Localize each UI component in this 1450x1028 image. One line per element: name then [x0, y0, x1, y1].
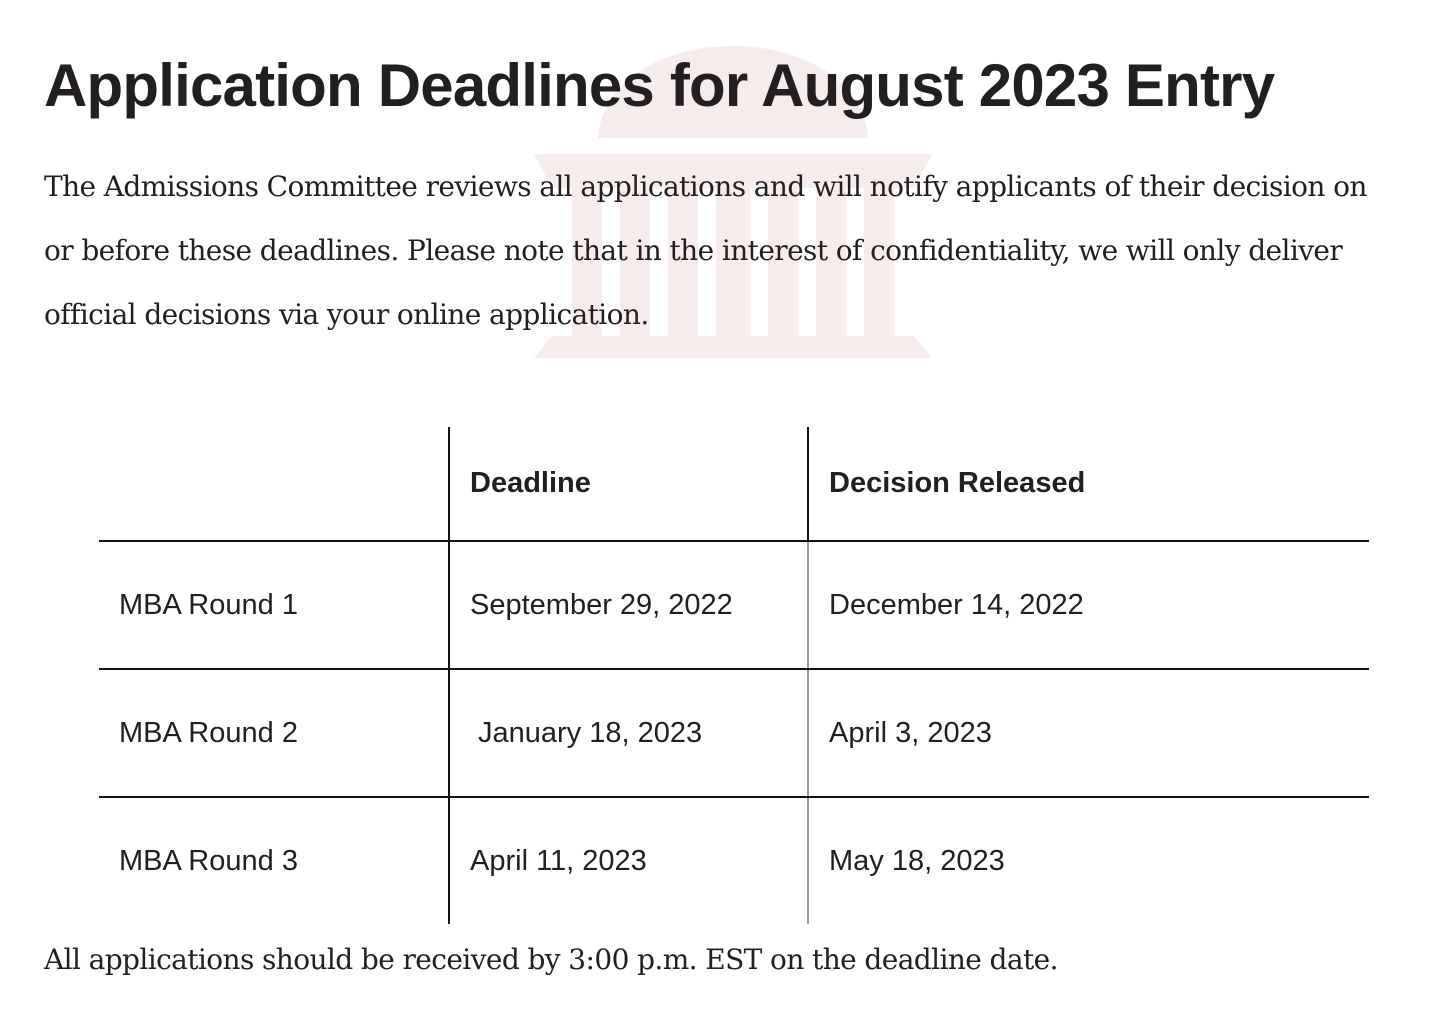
decision-cell: December 14, 2022: [808, 541, 1369, 669]
table-header-row: [99, 427, 1369, 541]
page-title: Application Deadlines for August 2023 Entry: [44, 52, 1275, 119]
deadline-cell: April 11, 2023: [449, 797, 808, 924]
intro-paragraph: The Admissions Committee reviews all applications and will notify applicants of their decision on or before these deadlines. Please note that in the interest of confidentiality, we will only deliver official decisions via your online application.: [44, 170, 1367, 331]
deadline-cell: January 18, 2023: [449, 669, 808, 797]
table-row: [99, 669, 1369, 797]
header-decision-released: Decision Released: [808, 427, 1369, 541]
round-cell: MBA Round 3: [99, 797, 449, 924]
header-deadline: Deadline: [449, 427, 808, 541]
deadlines-table: [99, 427, 1369, 924]
deadline-footnote: All applications should be received by 3:00 p.m. EST on the deadline date.: [44, 943, 1058, 976]
header-round: [99, 427, 449, 541]
round-cell: MBA Round 2: [99, 669, 449, 797]
decision-cell: May 18, 2023: [829, 844, 1005, 877]
decision-cell: April 3, 2023: [808, 669, 1369, 797]
round-cell: MBA Round 1: [99, 541, 449, 669]
table-row: [99, 797, 1369, 924]
deadline-cell: September 29, 2022: [449, 541, 808, 669]
table-row: [99, 541, 1369, 669]
